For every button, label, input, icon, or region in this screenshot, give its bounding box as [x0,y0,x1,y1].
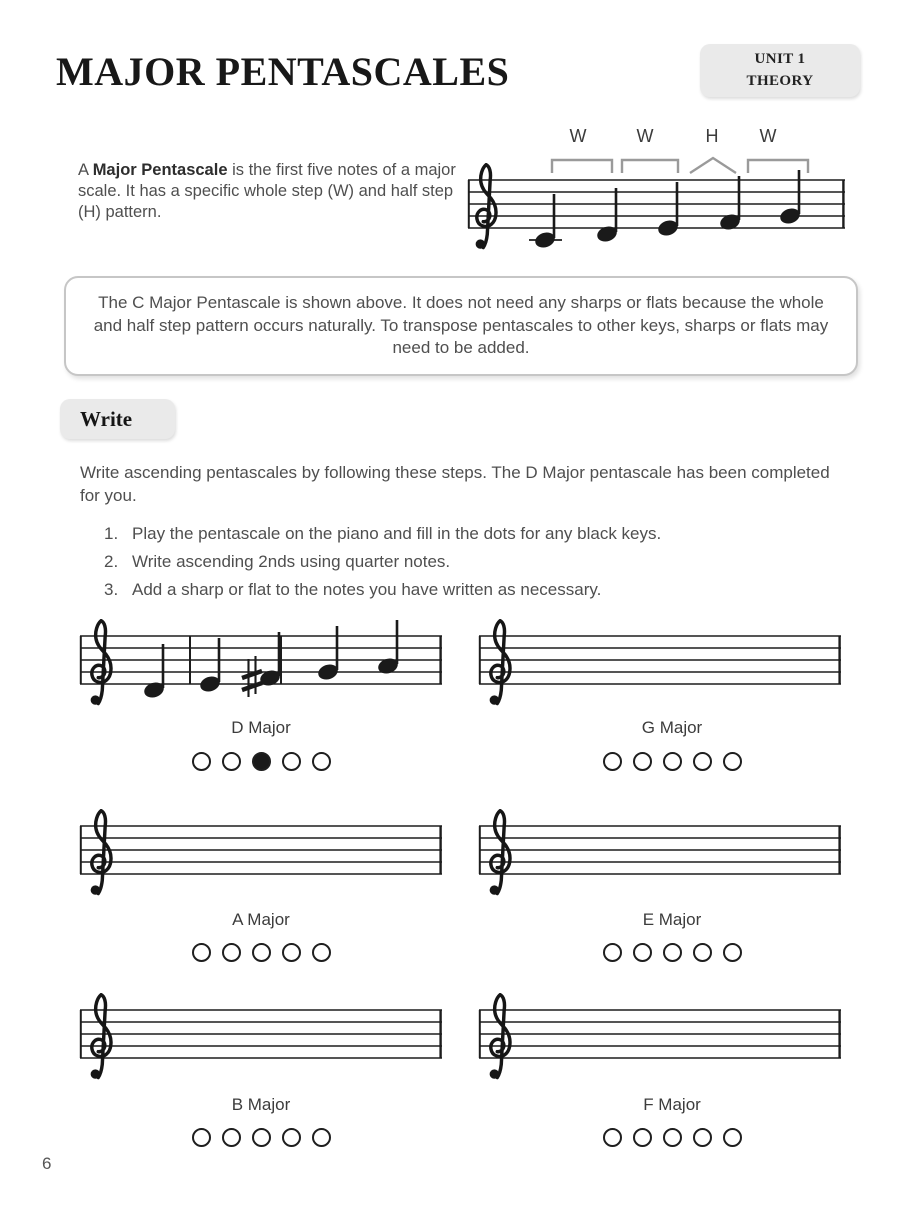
step-label-w2: W [636,126,654,146]
page-number: 6 [42,1154,52,1173]
answer-dots [490,752,854,772]
staff-a-major[interactable] [78,802,444,914]
dot-empty[interactable] [663,943,682,962]
step-label-w3: W [759,126,777,146]
dot-empty[interactable] [723,943,742,962]
staff-d-major [78,612,444,724]
dot-empty[interactable] [222,943,241,962]
dot-empty[interactable] [312,752,331,771]
intro-term: Major Pentascale [92,161,228,179]
dot-empty[interactable] [192,1128,211,1147]
intro-rest: is the first five notes of a major scale. It has a specific whole step (W) and half step (H) pattern. [78,161,456,222]
dot-empty[interactable] [222,752,241,771]
dot-empty[interactable] [222,1128,241,1147]
dot-empty[interactable] [723,752,742,771]
dot-empty[interactable] [603,1128,622,1147]
answer-dots [78,1128,444,1148]
dot-empty[interactable] [693,943,712,962]
dot-empty[interactable] [312,943,331,962]
dot-empty[interactable] [633,1128,652,1147]
staff-c-major-demo [460,120,880,260]
dot-filled[interactable] [252,752,271,771]
dot-empty[interactable] [282,943,301,962]
staff-e-major[interactable] [477,802,843,914]
dot-empty[interactable] [723,1128,742,1147]
staff-b-major[interactable] [78,986,444,1098]
unit-badge-line1: UNIT 1 [754,50,806,67]
info-box-text: The C Major Pentascale is shown above. It does not need any sharps or flats because the whole and half step pattern occurs naturally. To transpose pentascales to other keys, sharps or flats may need to be added. [93,293,829,358]
step-2 [104,552,824,572]
dot-empty[interactable] [282,752,301,771]
staff-label: B Major [231,1095,291,1114]
dot-empty[interactable] [693,1128,712,1147]
dot-empty[interactable] [603,752,622,771]
instruction-steps [104,524,824,600]
dot-empty[interactable] [252,1128,271,1147]
dot-empty[interactable] [693,752,712,771]
dot-empty[interactable] [633,752,652,771]
info-box [64,276,858,376]
staff-label: A Major [232,910,290,929]
intro-prefix: A [78,161,93,179]
step-2-number: 2. [104,552,119,571]
unit-badge-line2: THEORY [746,72,814,89]
staff-label: E Major [642,910,702,929]
dot-empty[interactable] [603,943,622,962]
dot-empty[interactable] [663,1128,682,1147]
dot-empty[interactable] [312,1128,331,1147]
answer-dots [78,752,444,772]
page-title: MAJOR PENTASCALES [56,49,510,94]
step-3-text: Add a sharp or flat to the notes you have written as necessary. [132,580,602,599]
dot-empty[interactable] [282,1128,301,1147]
sharp-icon [242,656,262,697]
write-section-badge [60,399,175,439]
staff-label: F Major [643,1095,701,1114]
write-badge-label: Write [80,406,133,431]
step-1-text: Play the pentascale on the piano and fill in the dots for any black keys. [132,524,662,543]
dot-empty[interactable] [663,752,682,771]
treble-clef-icon [476,165,496,249]
whole-step-brackets [552,160,808,173]
dot-empty[interactable] [192,943,211,962]
step-3-number: 3. [104,580,119,599]
intro-paragraph [78,160,460,223]
half-step-caret [690,158,736,173]
answer-dots [490,1128,854,1148]
staff-label: D Major [231,718,291,737]
answer-dots [490,943,854,963]
step-label-w1: W [569,126,587,146]
answer-dots [78,943,444,963]
write-intro: Write ascending pentascales by following these steps. The D Major pentascale has been completed for you. [80,463,830,505]
dot-empty[interactable] [633,943,652,962]
dot-empty[interactable] [192,752,211,771]
staff-f-major[interactable] [477,986,843,1098]
step-1-number: 1. [104,524,119,543]
step-2-text: Write ascending 2nds using quarter notes. [132,552,451,571]
dot-empty[interactable] [252,943,271,962]
step-1 [104,524,824,544]
staff-g-major[interactable] [477,612,843,724]
step-3 [104,580,824,600]
notes-d-e-fsharp-g-a [142,656,399,700]
unit-badge [700,44,860,97]
treble-clef-icon [91,621,111,705]
step-label-h: H [705,126,719,146]
staff-label: G Major [641,718,703,737]
